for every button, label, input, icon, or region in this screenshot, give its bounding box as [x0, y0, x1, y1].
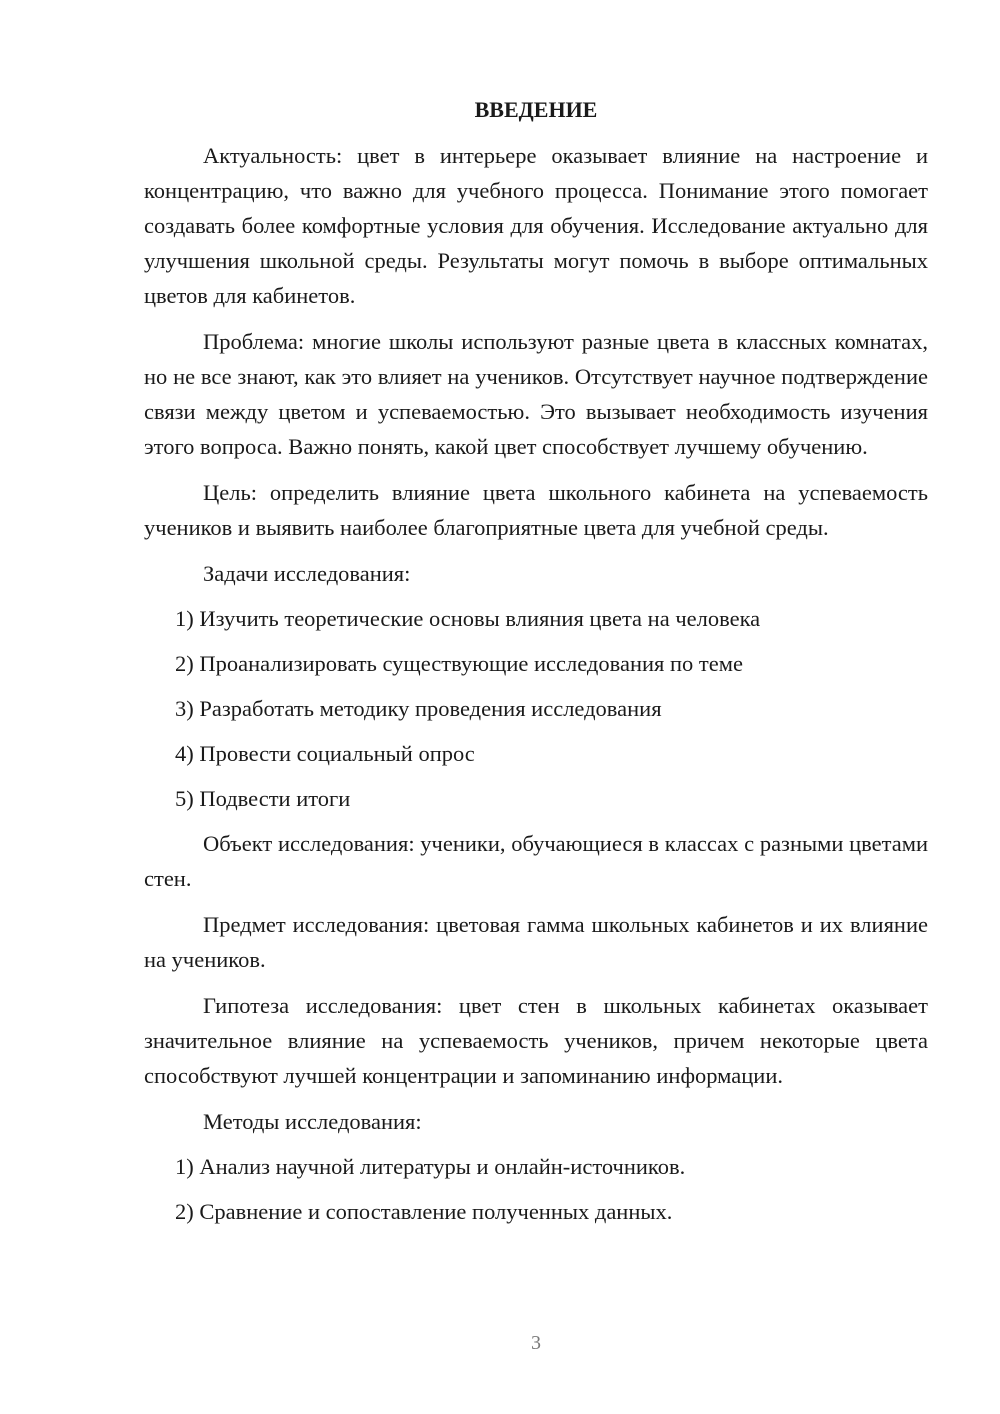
method-item: 2) Сравнение и сопоставление полученных данных. — [175, 1199, 673, 1224]
methods-heading: Методы исследования: — [203, 1109, 422, 1134]
page-number: 3 — [531, 1332, 541, 1354]
document-page — [144, 92, 928, 1239]
task-item: 4) Провести социальный опрос — [175, 741, 475, 766]
methods-list — [144, 1149, 928, 1229]
task-item: 3) Разработать методику проведения исследования — [175, 696, 662, 721]
tasks-heading: Задачи исследования: — [203, 561, 411, 586]
object-paragraph: Объект исследования: ученики, обучающиеся в классах с разными цветами стен. — [144, 831, 928, 891]
subject-paragraph: Предмет исследования: цветовая гамма школьных кабинетов и их влияние на учеников. — [144, 912, 928, 972]
task-item: 2) Проанализировать существующие исследования по теме — [175, 651, 743, 676]
section-title: ВВЕДЕНИЕ — [474, 97, 598, 122]
problem-paragraph: Проблема: многие школы используют разные цвета в классных комнатах, но не все знают, как это влияет на учеников. Отсутствует научное подтверждение связи между цветом и успеваемостью. Это вызывает необходимость изучения этого вопроса. Важно понять, какой цвет способствует лучшему обучению. — [144, 329, 928, 459]
tasks-list — [144, 601, 928, 816]
method-item: 1) Анализ научной литературы и онлайн-источников. — [175, 1154, 686, 1179]
goal-paragraph: Цель: определить влияние цвета школьного кабинета на успеваемость учеников и выявить наиболее благоприятные цвета для учебной среды. — [144, 480, 928, 540]
task-item: 1) Изучить теоретические основы влияния цвета на человека — [175, 606, 761, 631]
hypothesis-paragraph: Гипотеза исследования: цвет стен в школьных кабинетах оказывает значительное влияние на успеваемость учеников, причем некоторые цвета способствуют лучшей концентрации и запоминанию информации. — [144, 993, 928, 1088]
task-item: 5) Подвести итоги — [175, 786, 351, 811]
relevance-paragraph: Актуальность: цвет в интерьере оказывает влияние на настроение и концентрацию, что важно для учебного процесса. Понимание этого помогает создавать более комфортные условия для обучения. Исследование актуально для улучшения школьной среды. Результаты могут помочь в выборе оптимальных цветов для кабинетов. — [144, 143, 928, 308]
